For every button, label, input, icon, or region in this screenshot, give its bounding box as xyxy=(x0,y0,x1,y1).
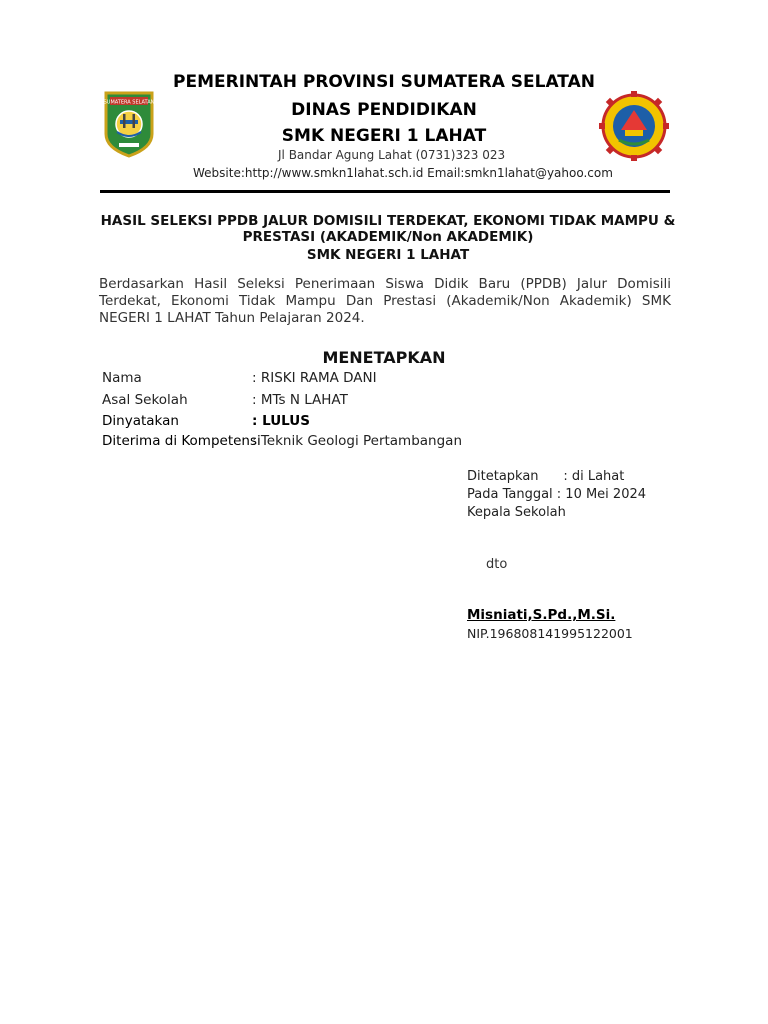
header-school: SMK NEGERI 1 LAHAT xyxy=(281,126,487,146)
signature-place: Ditetapkan : di Lahat xyxy=(467,469,625,484)
field-value-kompetensi: : Teknik Geologi Pertambangan xyxy=(252,433,463,449)
letterhead-divider xyxy=(100,190,670,193)
signature-dto: dto xyxy=(486,557,508,572)
document-subtitle: SMK NEGERI 1 LAHAT xyxy=(306,247,470,263)
menetapkan-heading: MENETAPKAN xyxy=(322,348,446,367)
field-label-kompetensi: Diterima di Kompetensi xyxy=(102,433,261,449)
header-website: Website:http://www.smkn1lahat.sch.id Email:smkn1lahat@yahoo.com xyxy=(193,166,613,180)
signatory-name: Misniati,S.Pd.,M.Si. xyxy=(467,607,616,623)
signatory-nip: NIP.196808141995122001 xyxy=(467,626,633,641)
field-value-nama: : RISKI RAMA DANI xyxy=(252,370,377,386)
svg-text:SUMATERA SELATAN: SUMATERA SELATAN xyxy=(103,99,155,106)
header-address: Jl Bandar Agung Lahat (0731)323 023 xyxy=(278,148,506,162)
field-label-asal-sekolah: Asal Sekolah xyxy=(102,392,188,408)
header-department: DINAS PENDIDIKAN xyxy=(291,100,477,120)
header-government: PEMERINTAH PROVINSI SUMATERA SELATAN xyxy=(173,72,595,92)
field-label-nama: Nama xyxy=(102,370,142,386)
field-label-dinyatakan: Dinyatakan xyxy=(102,413,179,429)
signature-role: Kepala Sekolah xyxy=(467,505,566,520)
document-title: HASIL SELEKSI PPDB JALUR DOMISILI TERDEKAT, EKONOMI TIDAK MAMPU & PRESTASI (AKADEMIK/Non AKADEMIK) xyxy=(100,213,676,245)
signature-date: Pada Tanggal : 10 Mei 2024 xyxy=(467,487,647,502)
field-value-asal-sekolah: : MTs N LAHAT xyxy=(252,392,348,408)
field-value-dinyatakan: : LULUS xyxy=(252,413,310,429)
intro-paragraph: Berdasarkan Hasil Seleksi Penerimaan Siswa Didik Baru (PPDB) Jalur Domisili Terdekat, Ekonomi Tidak Mampu Dan Prestasi (Akademik/Non Akademik) SMK NEGERI 1 LAHAT Tahun Pelajaran 2024. xyxy=(99,276,671,326)
